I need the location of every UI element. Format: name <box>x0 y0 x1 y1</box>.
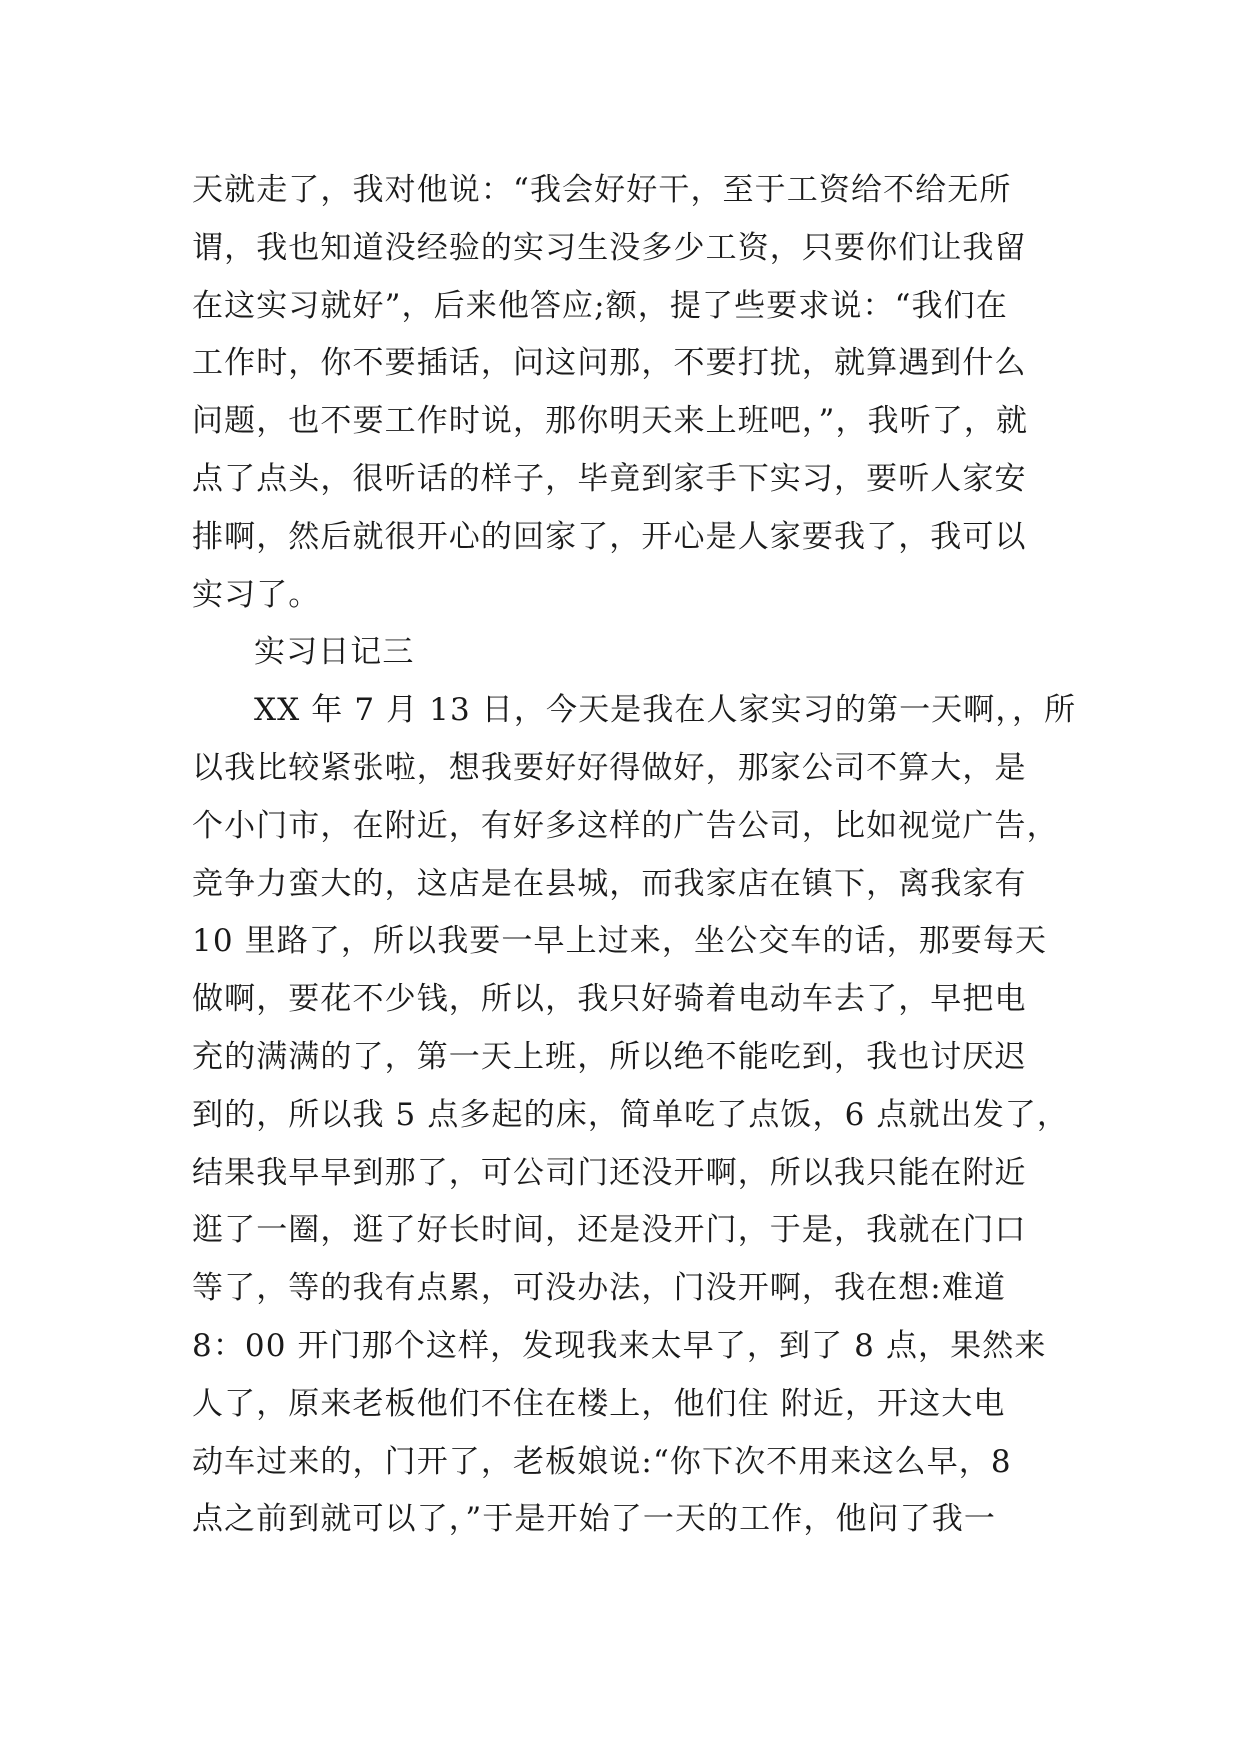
text-line: 到的，所以我 5 点多起的床，简单吃了点饭，6 点就出发了， <box>192 1096 1070 1133</box>
text-line: XX 年 7 月 13 日，今天是我在人家实习的第一天啊，，所 <box>254 692 1077 729</box>
document-body <box>192 162 1077 1549</box>
text-line: 谓，我也知道没经验的实习生没多少工资，只要你们让我留 <box>192 229 1027 266</box>
text-line: 动车过来的，门开了，老板娘说:“你下次不用来这么早，8 <box>192 1443 1012 1480</box>
text-line: 等了，等的我有点累，可没办法，门没开啊，我在想:难道 <box>192 1270 1007 1307</box>
text-line: 问题，也不要工作时说，那你明天来上班吧，”，我听了，就 <box>192 403 1029 440</box>
text-line: 结果我早早到那了，可公司门还没开啊，所以我只能在附近 <box>192 1154 1027 1191</box>
text-line: 实习了。 <box>192 576 321 613</box>
text-line: 8：00 开门那个这样，发现我来太早了，到了 8 点，果然来 <box>192 1327 1047 1364</box>
text-line: 点了点头，很听话的样子，毕竟到家手下实习，要听人家安 <box>192 460 1027 497</box>
text-line: 在这实习就好”，后来他答应;额，提了些要求说：“我们在 <box>192 287 1008 324</box>
text-line: 人了，原来老板他们不住在楼上，他们住 附近，开这大电 <box>192 1385 1006 1422</box>
text-line: 10 里路了，所以我要一早上过来，坐公交车的话，那要每天 <box>192 923 1048 960</box>
text-line: 点之前到就可以了，”于是开始了一天的工作，他问了我一 <box>192 1501 996 1538</box>
text-line: 排啊，然后就很开心的回家了，开心是人家要我了，我可以 <box>192 518 1027 555</box>
text-line: 天就走了，我对他说：“我会好好干，至于工资给不给无所 <box>192 172 1012 208</box>
section-heading: 实习日记三 <box>254 634 415 671</box>
text-line: 逛了一圈，逛了好长时间，还是没开门，于是，我就在门口 <box>192 1212 1027 1249</box>
text-line: 以我比较紧张啦，想我要好好得做好，那家公司不算大，是 <box>192 749 1027 786</box>
text-line: 个小门市，在附近，有好多这样的广告公司，比如视觉广告， <box>192 807 1059 844</box>
text-line: 竞争力蛮大的，这店是在县城，而我家店在镇下，离我家有 <box>192 865 1027 902</box>
text-line: 工作时，你不要插话，问这问那，不要打扰，就算遇到什么 <box>192 345 1027 382</box>
text-line: 充的满满的了，第一天上班，所以绝不能吃到，我也讨厌迟 <box>192 1038 1027 1075</box>
text-line: 做啊，要花不少钱，所以，我只好骑着电动车去了，早把电 <box>192 981 1027 1018</box>
